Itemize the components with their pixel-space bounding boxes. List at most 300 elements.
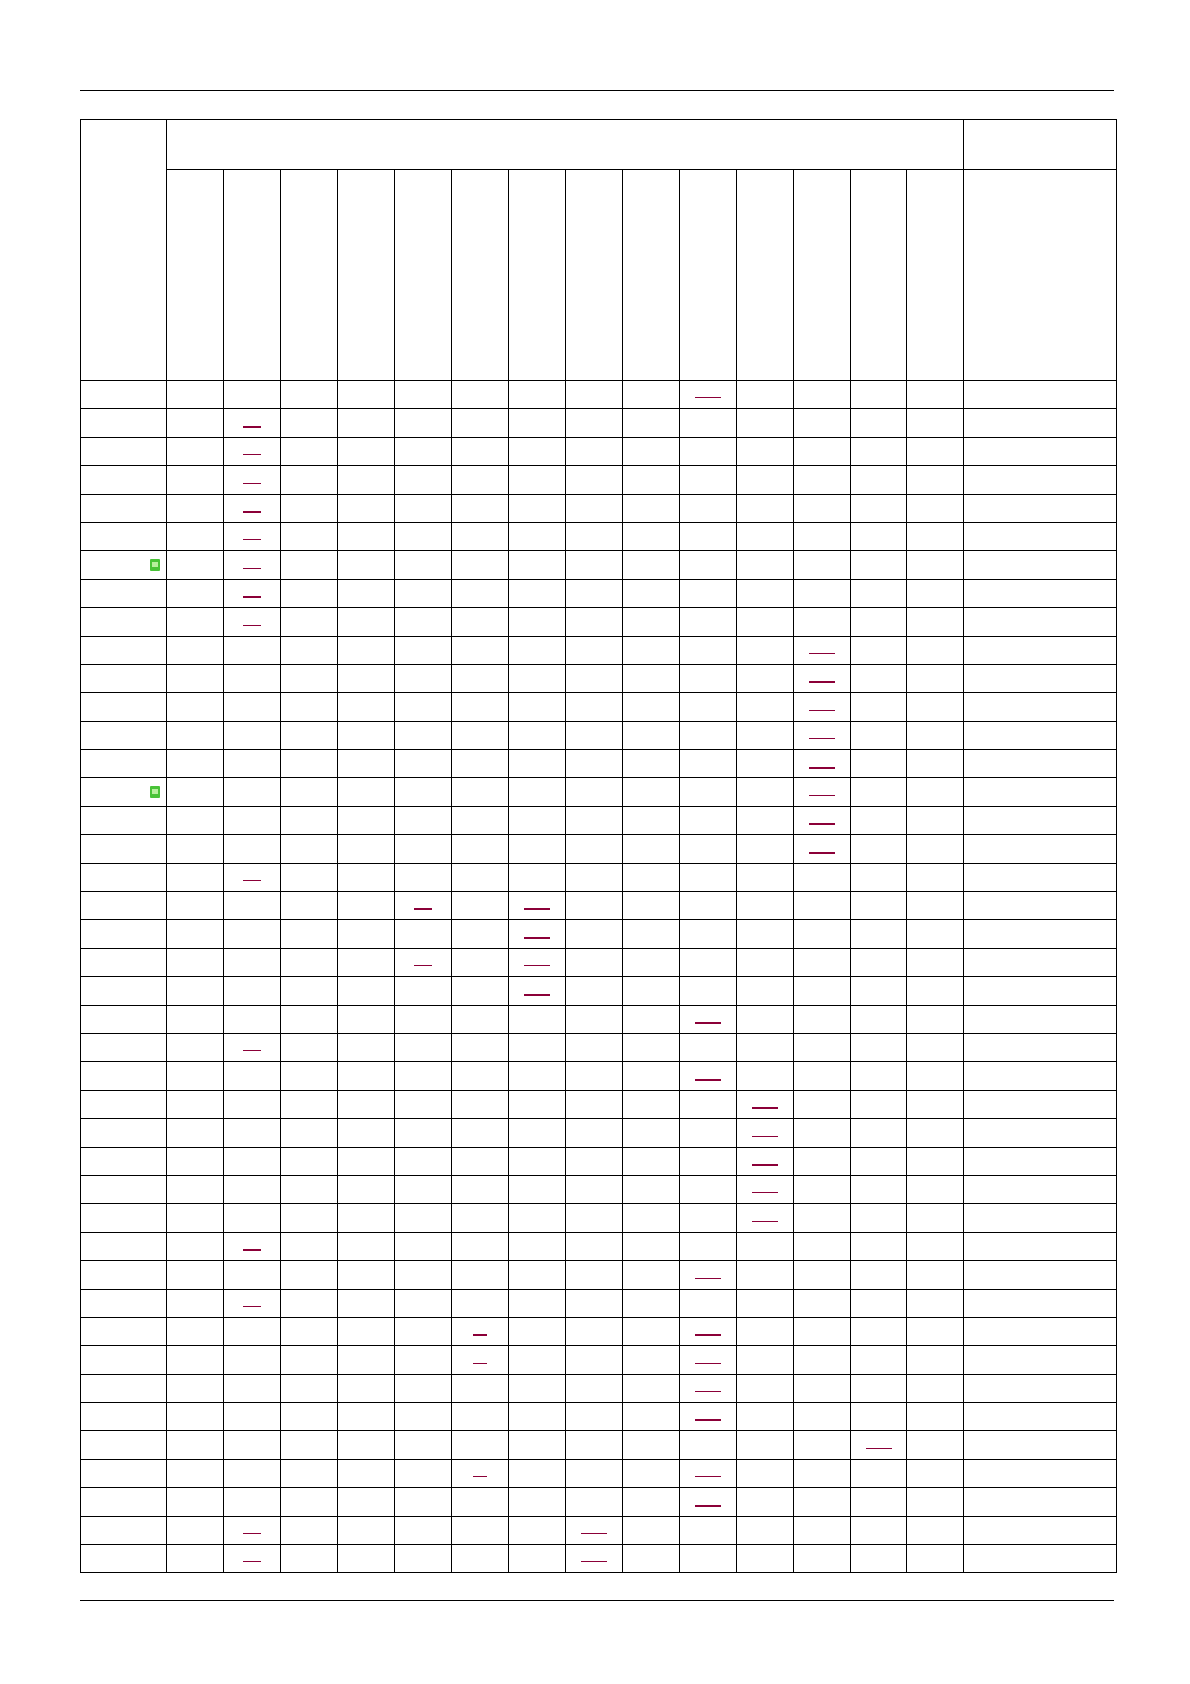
matrix-cell bbox=[566, 1033, 623, 1061]
matrix-cell bbox=[851, 466, 907, 494]
matrix-cell bbox=[794, 693, 851, 721]
link-underline-mark[interactable] bbox=[243, 880, 261, 881]
link-underline-mark[interactable] bbox=[695, 1391, 721, 1392]
matrix-cell bbox=[395, 1403, 452, 1431]
matrix-cell bbox=[224, 892, 281, 920]
matrix-cell bbox=[167, 750, 224, 778]
matrix-cell bbox=[623, 1289, 680, 1317]
matrix-cell bbox=[680, 437, 737, 465]
table-row bbox=[81, 1119, 1117, 1147]
matrix-cell bbox=[794, 1403, 851, 1431]
matrix-cell bbox=[452, 721, 509, 749]
matrix-cell bbox=[167, 1317, 224, 1345]
matrix-cell bbox=[623, 1346, 680, 1374]
matrix-cell bbox=[395, 1545, 452, 1573]
remarks-cell bbox=[964, 721, 1117, 749]
link-underline-mark[interactable] bbox=[809, 823, 835, 825]
matrix-cell bbox=[509, 806, 566, 834]
matrix-cell bbox=[623, 551, 680, 579]
matrix-cell bbox=[851, 1289, 907, 1317]
remarks-cell bbox=[964, 892, 1117, 920]
link-underline-mark[interactable] bbox=[414, 908, 432, 910]
matrix-cell bbox=[623, 1488, 680, 1516]
link-underline-mark[interactable] bbox=[243, 539, 261, 540]
matrix-cell bbox=[509, 1204, 566, 1232]
matrix-cell bbox=[167, 466, 224, 494]
matrix-cell bbox=[338, 1232, 395, 1260]
matrix-cell bbox=[794, 1033, 851, 1061]
matrix-cell bbox=[680, 1062, 737, 1090]
remarks-cell bbox=[964, 1119, 1117, 1147]
matrix-cell bbox=[224, 1545, 281, 1573]
matrix-cell bbox=[167, 892, 224, 920]
matrix-cell bbox=[338, 664, 395, 692]
matrix-cell bbox=[794, 1488, 851, 1516]
matrix-cell bbox=[395, 892, 452, 920]
matrix-cell bbox=[452, 1119, 509, 1147]
matrix-cell bbox=[338, 1062, 395, 1090]
matrix-cell bbox=[281, 863, 338, 891]
matrix-cell bbox=[737, 1488, 794, 1516]
matrix-cell bbox=[338, 1488, 395, 1516]
matrix-cell bbox=[281, 920, 338, 948]
matrix-cell bbox=[452, 1403, 509, 1431]
matrix-cell bbox=[623, 1459, 680, 1487]
matrix-cell bbox=[680, 892, 737, 920]
matrix-cell bbox=[338, 1459, 395, 1487]
link-underline-mark[interactable] bbox=[243, 568, 261, 569]
matrix-table bbox=[80, 119, 1117, 1573]
row-label-cell bbox=[81, 1431, 167, 1459]
matrix-cell bbox=[907, 1119, 964, 1147]
link-underline-mark[interactable] bbox=[809, 767, 835, 769]
matrix-cell bbox=[851, 1261, 907, 1289]
matrix-cell bbox=[566, 1261, 623, 1289]
matrix-cell bbox=[338, 892, 395, 920]
matrix-cell bbox=[907, 1005, 964, 1033]
link-underline-mark[interactable] bbox=[581, 1561, 607, 1562]
row-label-cell bbox=[81, 1033, 167, 1061]
matrix-cell bbox=[907, 1374, 964, 1402]
matrix-cell bbox=[452, 1346, 509, 1374]
table-row bbox=[81, 721, 1117, 749]
matrix-cell bbox=[680, 693, 737, 721]
remarks-cell bbox=[964, 1033, 1117, 1061]
remarks-cell bbox=[964, 1346, 1117, 1374]
matrix-cell bbox=[281, 1232, 338, 1260]
link-underline-mark[interactable] bbox=[695, 1079, 721, 1081]
matrix-cell bbox=[794, 608, 851, 636]
matrix-cell bbox=[566, 977, 623, 1005]
matrix-cell bbox=[338, 1033, 395, 1061]
matrix-cell bbox=[395, 608, 452, 636]
row-label-cell bbox=[81, 409, 167, 437]
table-row bbox=[81, 551, 1117, 579]
matrix-cell bbox=[794, 863, 851, 891]
matrix-cell bbox=[794, 1545, 851, 1573]
matrix-cell bbox=[623, 1090, 680, 1118]
link-underline-mark[interactable] bbox=[752, 1221, 778, 1222]
matrix-cell bbox=[224, 1033, 281, 1061]
matrix-cell bbox=[509, 522, 566, 550]
remarks-cell bbox=[964, 494, 1117, 522]
matrix-cell bbox=[452, 381, 509, 409]
matrix-cell bbox=[167, 778, 224, 806]
matrix-cell bbox=[395, 1346, 452, 1374]
matrix-cell bbox=[167, 1033, 224, 1061]
matrix-cell bbox=[566, 1545, 623, 1573]
link-underline-mark[interactable] bbox=[243, 426, 261, 428]
matrix-cell bbox=[167, 948, 224, 976]
table-row bbox=[81, 522, 1117, 550]
row-label-cell bbox=[81, 522, 167, 550]
link-underline-mark[interactable] bbox=[752, 1164, 778, 1166]
matrix-cell bbox=[794, 1062, 851, 1090]
matrix-cell bbox=[281, 1119, 338, 1147]
matrix-cell bbox=[224, 1175, 281, 1203]
matrix-cell bbox=[907, 1232, 964, 1260]
matrix-cell bbox=[851, 522, 907, 550]
table-row bbox=[81, 466, 1117, 494]
link-underline-mark[interactable] bbox=[695, 1278, 721, 1279]
matrix-cell bbox=[851, 835, 907, 863]
matrix-cell bbox=[737, 664, 794, 692]
link-underline-mark[interactable] bbox=[809, 738, 835, 739]
remarks-cell bbox=[964, 948, 1117, 976]
table-row bbox=[81, 664, 1117, 692]
matrix-cell bbox=[281, 1516, 338, 1544]
matrix-cell bbox=[737, 948, 794, 976]
matrix-cell bbox=[680, 806, 737, 834]
matrix-cell bbox=[281, 494, 338, 522]
matrix-cell bbox=[851, 1516, 907, 1544]
matrix-cell bbox=[167, 1403, 224, 1431]
matrix-cell bbox=[224, 1232, 281, 1260]
matrix-cell bbox=[452, 437, 509, 465]
matrix-cell bbox=[794, 1005, 851, 1033]
table-row bbox=[81, 1516, 1117, 1544]
matrix-cell bbox=[167, 693, 224, 721]
matrix-cell bbox=[737, 494, 794, 522]
matrix-cell bbox=[623, 1175, 680, 1203]
remarks-cell bbox=[964, 1459, 1117, 1487]
matrix-cell bbox=[338, 948, 395, 976]
matrix-cell bbox=[338, 863, 395, 891]
link-underline-mark[interactable] bbox=[695, 1334, 721, 1336]
row-label-cell bbox=[81, 437, 167, 465]
matrix-cell bbox=[281, 1033, 338, 1061]
matrix-cell bbox=[794, 466, 851, 494]
matrix-cell bbox=[167, 1545, 224, 1573]
matrix-cell bbox=[794, 551, 851, 579]
link-underline-mark[interactable] bbox=[524, 937, 550, 939]
matrix-cell bbox=[566, 1516, 623, 1544]
remarks-cell bbox=[964, 551, 1117, 579]
link-underline-mark[interactable] bbox=[752, 1136, 778, 1137]
matrix-cell bbox=[224, 1062, 281, 1090]
matrix-cell bbox=[737, 1374, 794, 1402]
link-underline-mark[interactable] bbox=[809, 852, 835, 854]
matrix-cell bbox=[737, 1346, 794, 1374]
link-underline-mark[interactable] bbox=[243, 483, 261, 484]
matrix-cell bbox=[907, 1204, 964, 1232]
matrix-cell bbox=[566, 664, 623, 692]
matrix-cell bbox=[680, 494, 737, 522]
link-underline-mark[interactable] bbox=[695, 1419, 721, 1421]
link-underline-mark[interactable] bbox=[809, 795, 835, 796]
matrix-cell bbox=[794, 1119, 851, 1147]
matrix-cell bbox=[167, 437, 224, 465]
matrix-cell bbox=[167, 1005, 224, 1033]
matrix-cell bbox=[509, 1033, 566, 1061]
matrix-cell bbox=[851, 1431, 907, 1459]
matrix-cell bbox=[737, 1289, 794, 1317]
table-row bbox=[81, 1403, 1117, 1431]
remarks-cell bbox=[964, 409, 1117, 437]
matrix-cell bbox=[167, 1090, 224, 1118]
matrix-cell bbox=[395, 750, 452, 778]
matrix-cell bbox=[851, 636, 907, 664]
row-label-cell bbox=[81, 1204, 167, 1232]
matrix-cell bbox=[623, 1317, 680, 1345]
link-underline-mark[interactable] bbox=[473, 1476, 487, 1477]
matrix-cell bbox=[680, 1119, 737, 1147]
matrix-cell bbox=[338, 1431, 395, 1459]
matrix-cell bbox=[851, 1147, 907, 1175]
matrix-cell bbox=[680, 1175, 737, 1203]
header-remarks-cell bbox=[964, 120, 1117, 170]
matrix-cell bbox=[737, 920, 794, 948]
column-header-4 bbox=[338, 170, 395, 381]
image-icon bbox=[150, 559, 160, 571]
matrix-cell bbox=[167, 409, 224, 437]
matrix-cell bbox=[167, 977, 224, 1005]
matrix-cell bbox=[509, 1488, 566, 1516]
matrix-cell bbox=[281, 778, 338, 806]
matrix-cell bbox=[395, 1261, 452, 1289]
matrix-cell bbox=[224, 1516, 281, 1544]
matrix-cell bbox=[281, 948, 338, 976]
matrix-cell bbox=[680, 1317, 737, 1345]
remarks-cell bbox=[964, 522, 1117, 550]
matrix-cell bbox=[680, 1289, 737, 1317]
matrix-cell bbox=[737, 1175, 794, 1203]
link-underline-mark[interactable] bbox=[524, 908, 550, 910]
matrix-cell bbox=[680, 948, 737, 976]
matrix-cell bbox=[623, 1545, 680, 1573]
header-corner-cell bbox=[81, 120, 167, 381]
matrix-cell bbox=[851, 750, 907, 778]
matrix-cell bbox=[907, 1459, 964, 1487]
table-row bbox=[81, 1488, 1117, 1516]
matrix-cell bbox=[851, 721, 907, 749]
link-underline-mark[interactable] bbox=[695, 1476, 721, 1477]
link-underline-mark[interactable] bbox=[243, 1533, 261, 1534]
link-underline-mark[interactable] bbox=[243, 1249, 261, 1251]
link-underline-mark[interactable] bbox=[243, 1561, 261, 1562]
row-label-cell bbox=[81, 608, 167, 636]
matrix-cell bbox=[623, 1062, 680, 1090]
link-underline-mark[interactable] bbox=[695, 1505, 721, 1507]
matrix-cell bbox=[680, 863, 737, 891]
matrix-cell bbox=[851, 1459, 907, 1487]
link-underline-mark[interactable] bbox=[695, 397, 721, 398]
matrix-cell bbox=[907, 466, 964, 494]
matrix-cell bbox=[794, 494, 851, 522]
table-row bbox=[81, 1374, 1117, 1402]
row-label-cell bbox=[81, 693, 167, 721]
matrix-cell bbox=[395, 466, 452, 494]
link-underline-mark[interactable] bbox=[809, 681, 835, 683]
matrix-cell bbox=[452, 636, 509, 664]
matrix-cell bbox=[281, 1062, 338, 1090]
matrix-cell bbox=[452, 1459, 509, 1487]
matrix-cell bbox=[851, 1090, 907, 1118]
link-underline-mark[interactable] bbox=[524, 965, 550, 966]
link-underline-mark[interactable] bbox=[581, 1533, 607, 1534]
matrix-cell bbox=[224, 579, 281, 607]
matrix-cell bbox=[338, 750, 395, 778]
matrix-cell bbox=[566, 1119, 623, 1147]
matrix-cell bbox=[224, 1147, 281, 1175]
matrix-cell bbox=[680, 1090, 737, 1118]
matrix-cell bbox=[395, 721, 452, 749]
remarks-cell bbox=[964, 863, 1117, 891]
matrix-cell bbox=[623, 664, 680, 692]
table-row bbox=[81, 892, 1117, 920]
link-underline-mark[interactable] bbox=[243, 596, 261, 598]
matrix-cell bbox=[224, 1403, 281, 1431]
matrix-cell bbox=[737, 608, 794, 636]
matrix-cell bbox=[224, 1459, 281, 1487]
matrix-cell bbox=[851, 778, 907, 806]
matrix-cell bbox=[395, 409, 452, 437]
matrix-cell bbox=[167, 835, 224, 863]
row-label-cell bbox=[81, 892, 167, 920]
matrix-cell bbox=[566, 1062, 623, 1090]
matrix-cell bbox=[224, 920, 281, 948]
remarks-cell bbox=[964, 1545, 1117, 1573]
matrix-cell bbox=[167, 1204, 224, 1232]
matrix-cell bbox=[851, 948, 907, 976]
remarks-cell bbox=[964, 1516, 1117, 1544]
matrix-cell bbox=[338, 409, 395, 437]
matrix-cell bbox=[224, 977, 281, 1005]
link-underline-mark[interactable] bbox=[695, 1022, 721, 1024]
matrix-cell bbox=[167, 920, 224, 948]
link-underline-mark[interactable] bbox=[866, 1448, 892, 1449]
matrix-cell bbox=[851, 664, 907, 692]
matrix-cell bbox=[566, 1289, 623, 1317]
matrix-cell bbox=[224, 1261, 281, 1289]
row-label-cell bbox=[81, 977, 167, 1005]
matrix-cell bbox=[224, 494, 281, 522]
row-label-cell bbox=[81, 1403, 167, 1431]
matrix-cell bbox=[794, 409, 851, 437]
matrix-cell bbox=[395, 381, 452, 409]
matrix-cell bbox=[737, 1261, 794, 1289]
matrix-cell bbox=[338, 1545, 395, 1573]
link-underline-mark[interactable] bbox=[752, 1107, 778, 1109]
link-underline-mark[interactable] bbox=[243, 1306, 261, 1307]
matrix-cell bbox=[338, 835, 395, 863]
matrix-cell bbox=[680, 1033, 737, 1061]
matrix-cell bbox=[566, 1403, 623, 1431]
matrix-cell bbox=[167, 636, 224, 664]
matrix-cell bbox=[680, 1204, 737, 1232]
table-row bbox=[81, 1431, 1117, 1459]
matrix-cell bbox=[452, 1317, 509, 1345]
matrix-cell bbox=[851, 1317, 907, 1345]
row-label-cell bbox=[81, 381, 167, 409]
row-label-cell bbox=[81, 1090, 167, 1118]
matrix-cell bbox=[737, 437, 794, 465]
remarks-cell bbox=[964, 1289, 1117, 1317]
matrix-cell bbox=[281, 437, 338, 465]
table-row bbox=[81, 806, 1117, 834]
link-underline-mark[interactable] bbox=[473, 1363, 487, 1364]
matrix-cell bbox=[623, 636, 680, 664]
remarks-cell bbox=[964, 1488, 1117, 1516]
row-label-cell bbox=[81, 1232, 167, 1260]
matrix-cell bbox=[907, 892, 964, 920]
matrix-cell bbox=[395, 522, 452, 550]
link-underline-mark[interactable] bbox=[243, 454, 261, 455]
matrix-cell bbox=[680, 1403, 737, 1431]
column-header-14 bbox=[907, 170, 964, 381]
table-row bbox=[81, 778, 1117, 806]
matrix-cell bbox=[452, 1062, 509, 1090]
link-underline-mark[interactable] bbox=[414, 965, 432, 966]
matrix-cell bbox=[566, 1317, 623, 1345]
matrix-cell bbox=[851, 1488, 907, 1516]
matrix-cell bbox=[338, 1147, 395, 1175]
link-underline-mark[interactable] bbox=[752, 1192, 778, 1193]
matrix-cell bbox=[395, 1147, 452, 1175]
column-header-11 bbox=[737, 170, 794, 381]
matrix-cell bbox=[395, 1289, 452, 1317]
column-header-10 bbox=[680, 170, 737, 381]
matrix-cell bbox=[224, 806, 281, 834]
link-underline-mark[interactable] bbox=[695, 1363, 721, 1364]
link-underline-mark[interactable] bbox=[809, 710, 835, 711]
row-label-cell bbox=[81, 1005, 167, 1033]
matrix-cell bbox=[509, 863, 566, 891]
matrix-cell bbox=[794, 948, 851, 976]
matrix-cell bbox=[737, 1090, 794, 1118]
link-underline-mark[interactable] bbox=[473, 1334, 487, 1336]
matrix-cell bbox=[794, 1204, 851, 1232]
matrix-cell bbox=[338, 1119, 395, 1147]
matrix-cell bbox=[395, 1119, 452, 1147]
link-underline-mark[interactable] bbox=[243, 1050, 261, 1051]
link-underline-mark[interactable] bbox=[524, 994, 550, 996]
link-underline-mark[interactable] bbox=[243, 625, 261, 626]
matrix-cell bbox=[281, 466, 338, 494]
matrix-cell bbox=[680, 608, 737, 636]
matrix-cell bbox=[851, 608, 907, 636]
table-row bbox=[81, 1147, 1117, 1175]
table-row bbox=[81, 1317, 1117, 1345]
matrix-cell bbox=[623, 494, 680, 522]
link-underline-mark[interactable] bbox=[809, 653, 835, 654]
matrix-cell bbox=[338, 1516, 395, 1544]
matrix-cell bbox=[737, 1317, 794, 1345]
matrix-cell bbox=[509, 437, 566, 465]
matrix-cell bbox=[452, 1147, 509, 1175]
matrix-cell bbox=[509, 1545, 566, 1573]
link-underline-mark[interactable] bbox=[243, 511, 261, 513]
